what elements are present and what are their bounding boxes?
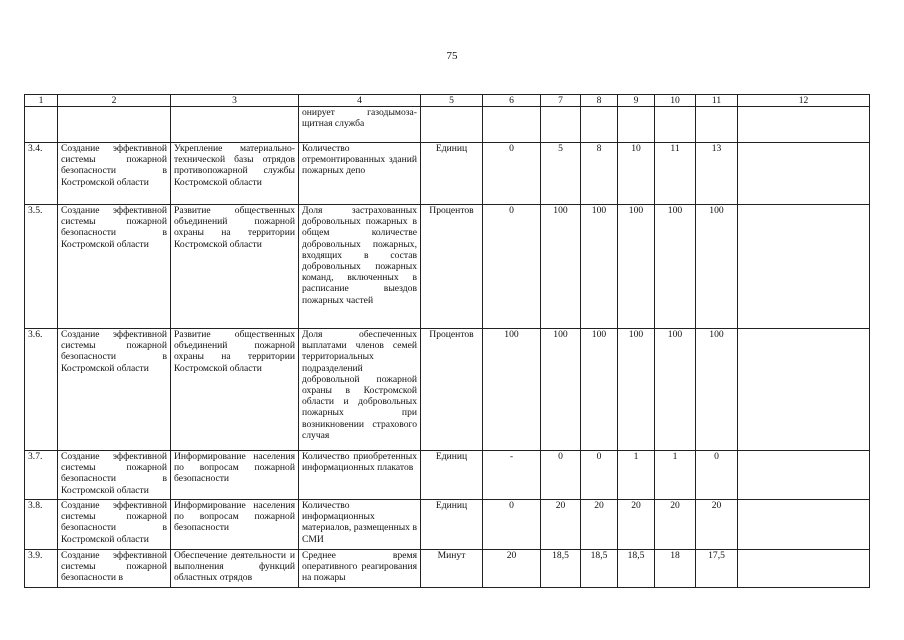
note-cell: [738, 451, 870, 500]
value-cell: 20: [618, 500, 655, 550]
column-number-row: [25, 95, 870, 107]
measure-cell: Обеспечение деятельности и выполнения функций областных отрядов: [171, 550, 299, 588]
row-number: 3.6.: [25, 329, 58, 451]
measure-cell: Развитие общественных объединений пожарной охраны на территории Костромской области: [171, 329, 299, 451]
value-cell: 100: [581, 205, 618, 329]
value-cell: 18: [655, 550, 696, 588]
value-cell: 13: [696, 143, 738, 205]
measure-cell: Информирование населения по вопросам пожарной безопасности: [171, 451, 299, 500]
value-cell: 11: [655, 143, 696, 205]
value-cell: 20: [581, 500, 618, 550]
note-cell: [738, 143, 870, 205]
column-number: 6: [483, 95, 541, 107]
column-number: 1: [25, 95, 58, 107]
column-number: 3: [171, 95, 299, 107]
task-cell: Создание эффективной системы пожарной безопасности в Костромской области: [58, 205, 171, 329]
value-cell: 100: [618, 205, 655, 329]
table-row: [25, 143, 870, 205]
task-cell: Создание эффективной системы пожарной безопасности в Костромской области: [58, 500, 171, 550]
unit-cell: Единиц: [421, 451, 483, 500]
value-cell: 20: [655, 500, 696, 550]
column-number: 12: [738, 95, 870, 107]
unit-cell: Процентов: [421, 205, 483, 329]
indicator-cell: Доля застрахованных добровольных пожарных в общем количестве добровольных пожарных, входящих в состав добровольных пожарных команд, включенных в расписание выездов пожарных частей: [299, 205, 421, 329]
value-cell: 0: [483, 500, 541, 550]
note-cell: [738, 500, 870, 550]
row-number: 3.7.: [25, 451, 58, 500]
value-cell: 100: [696, 205, 738, 329]
task-cell: Создание эффективной системы пожарной безопасности в: [58, 550, 171, 588]
indicator-cell: Количество приобретенных информационных плакатов: [299, 451, 421, 500]
indicators-table: [24, 94, 870, 588]
value-cell: 18,5: [618, 550, 655, 588]
indicator-cell: онирует газодымоза-щитная служба: [299, 107, 421, 143]
value-cell: 1: [618, 451, 655, 500]
value-cell: 100: [581, 329, 618, 451]
value-cell: 100: [541, 329, 581, 451]
indicator-cell: Доля обеспеченных выплатами членов семей территориальных подразделений добровольной пожарной охраны в Костромской области и добровольных пожарных при возникновении страхового случая: [299, 329, 421, 451]
value-cell: 8: [581, 143, 618, 205]
table-row: [25, 500, 870, 550]
unit-cell: Процентов: [421, 329, 483, 451]
page-number: 75: [446, 50, 458, 62]
column-number: 5: [421, 95, 483, 107]
value-cell: 100: [483, 329, 541, 451]
value-cell: 10: [618, 143, 655, 205]
note-cell: [738, 205, 870, 329]
measure-cell: Информирование населения по вопросам пожарной безопасности: [171, 500, 299, 550]
value-cell: 100: [655, 205, 696, 329]
value-cell: 18,5: [581, 550, 618, 588]
value-cell: 0: [581, 451, 618, 500]
column-number: 9: [618, 95, 655, 107]
indicator-cell: Количество информационных материалов, размещенных в СМИ: [299, 500, 421, 550]
column-number: 10: [655, 95, 696, 107]
value-cell: 1: [655, 451, 696, 500]
measure-cell: Развитие общественных объединений пожарной охраны на территории Костромской области: [171, 205, 299, 329]
value-cell: 100: [541, 205, 581, 329]
unit-cell: Минут: [421, 550, 483, 588]
table-row: [25, 451, 870, 500]
value-cell: 5: [541, 143, 581, 205]
row-number: 3.5.: [25, 205, 58, 329]
table-row: [25, 550, 870, 588]
unit-cell: Единиц: [421, 500, 483, 550]
value-cell: 17,5: [696, 550, 738, 588]
value-cell: 0: [483, 205, 541, 329]
value-cell: -: [483, 451, 541, 500]
value-cell: 100: [618, 329, 655, 451]
row-number: 3.8.: [25, 500, 58, 550]
value-cell: 20: [541, 500, 581, 550]
indicator-cell: Среднее время оперативного реагирования на пожары: [299, 550, 421, 588]
indicator-cell: Количество отремонтированных зданий пожарных депо: [299, 143, 421, 205]
value-cell: 0: [483, 143, 541, 205]
column-number: 11: [696, 95, 738, 107]
table-row: [25, 205, 870, 329]
continuation-row: [25, 107, 870, 143]
column-number: 8: [581, 95, 618, 107]
note-cell: [738, 329, 870, 451]
value-cell: 20: [483, 550, 541, 588]
value-cell: 20: [696, 500, 738, 550]
value-cell: 100: [655, 329, 696, 451]
task-cell: Создание эффективной системы пожарной безопасности в Костромской области: [58, 329, 171, 451]
note-cell: [738, 550, 870, 588]
value-cell: 18,5: [541, 550, 581, 588]
column-number: 7: [541, 95, 581, 107]
unit-cell: Единиц: [421, 143, 483, 205]
task-cell: Создание эффективной системы пожарной безопасности в Костромской области: [58, 143, 171, 205]
measure-cell: Укрепление материально-технической базы отрядов противопожарной службы Костромской области: [171, 143, 299, 205]
column-number: 4: [299, 95, 421, 107]
row-number: 3.4.: [25, 143, 58, 205]
row-number: 3.9.: [25, 550, 58, 588]
value-cell: 0: [541, 451, 581, 500]
table-row: [25, 329, 870, 451]
task-cell: Создание эффективной системы пожарной безопасности в Костромской области: [58, 451, 171, 500]
value-cell: 0: [696, 451, 738, 500]
column-number: 2: [58, 95, 171, 107]
value-cell: 100: [696, 329, 738, 451]
